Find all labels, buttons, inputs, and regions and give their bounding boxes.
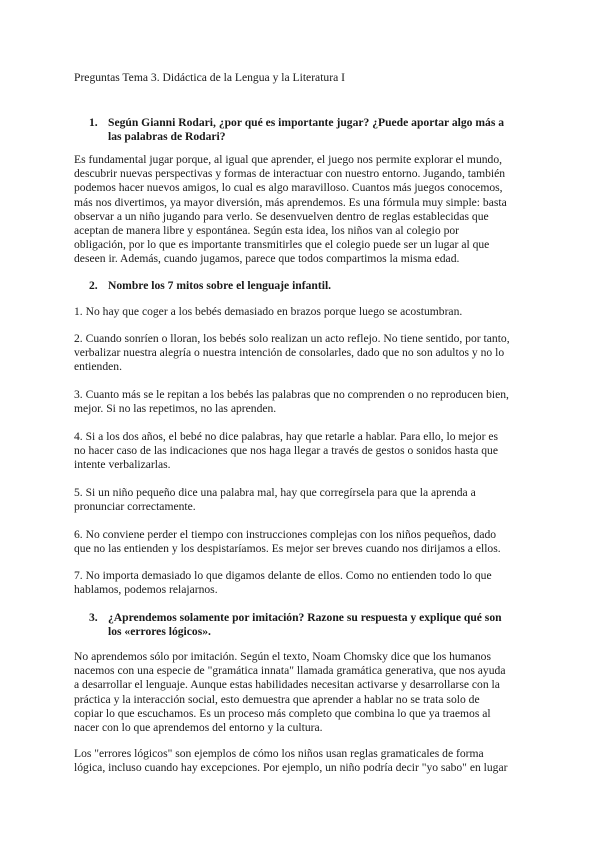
text-line: 2. Cuando sonríen o lloran, los bebés solo realizan un acto reflejo. No tiene sentido, por tanto, — [74, 332, 510, 345]
text-line: 7. No importa demasiado lo que digamos delante de ellos. Como no entienden todo lo que — [74, 569, 492, 582]
text-line: deseen ir. Además, cuando jugamos, parece que todos compartimos la misma edad. — [74, 252, 460, 266]
question-3-number: 3. — [89, 611, 98, 624]
text-line: obligación, por lo que es importante transmitirles que el colegio puede ser un lugar al que — [74, 238, 490, 252]
myth-4 — [74, 430, 530, 473]
text-line: podemos hacer nuevos amigos, lo cual es algo maravilloso. Cuantos más juegos conocemos, — [74, 181, 503, 195]
text-line: 3. Cuanto más se le repitan a los bebés las palabras que no comprenden o no reproducen bien, — [74, 388, 509, 401]
text-line: observar a un niño jugando para verlo. Se desenvuelven dentro de reglas establecidas que — [74, 209, 489, 223]
myth-5 — [74, 486, 530, 514]
question-2-number: 2. — [89, 279, 98, 292]
text-line: 5. Si un niño pequeño dice una palabra mal, hay que corregírsela para que la aprenda a — [74, 486, 476, 499]
text-line: nacemos con una especie de "gramática innata" llamada gramática generativa, que nos ayuda — [74, 664, 506, 678]
document-title: Preguntas Tema 3. Didáctica de la Lengua y la Literatura I — [74, 71, 345, 84]
text-line: descubrir nuevas perspectivas y formas de interactuar con nuestro entorno. Jugando, también — [74, 167, 506, 181]
text-line: 1. No hay que coger a los bebés demasiado en brazos porque luego se acostumbran. — [74, 305, 463, 318]
text-line: práctica y la interacción social, esto demuestra que aprender a hablar no se trata solo de — [74, 692, 480, 706]
question-2-text — [108, 279, 528, 293]
text-line: copiar lo que escuchamos. Es un proceso más completo que combina lo que ya traemos al — [74, 706, 491, 720]
question-1-number: 1. — [89, 116, 98, 129]
myth-3 — [74, 388, 530, 416]
text-line: no hacer caso de las indicaciones que nos haga llegar a través de gestos o sonidos hasta que — [74, 444, 498, 458]
text-line: Los "errores lógicos" son ejemplos de cómo los niños usan reglas gramaticales de forma — [74, 747, 484, 760]
question-1-text — [108, 116, 528, 144]
heading-line: los «errores lógicos». — [108, 625, 211, 638]
heading-line: Según Gianni Rodari, ¿por qué es importante jugar? ¿Puede aportar algo más a — [108, 116, 505, 129]
text-line: pronunciar correctamente. — [74, 500, 196, 514]
text-line: No aprendemos sólo por imitación. Según el texto, Noam Chomsky dice que los humanos — [74, 650, 491, 663]
myth-1 — [74, 305, 530, 319]
text-line: más nos divertimos, ya mayor diversión, más aprendemos. Es una fórmula muy simple: basta — [74, 195, 507, 209]
heading-line: las palabras de Rodari? — [108, 130, 226, 143]
text-line: a desarrollar el lenguaje. Aunque estas habilidades necesitan activarse y desarrollarse con la — [74, 678, 500, 692]
myth-2 — [74, 332, 530, 375]
text-line: intente verbalizarlas. — [74, 458, 171, 472]
text-line: aceptan de manera libre y espontánea. Según esta idea, los niños van al colegio por — [74, 224, 460, 238]
text-line: hablamos, podemos relajarnos. — [74, 583, 218, 597]
text-line: entienden. — [74, 360, 122, 374]
text-line: verbalizar nuestra alegría o nuestra intención de consolarles, dado que no son adultos y no lo — [74, 346, 505, 360]
heading-line: Nombre los 7 mitos sobre el lenguaje infantil. — [108, 279, 332, 292]
text-line: lógica, incluso cuando hay excepciones. Por ejemplo, un niño podría decir "yo sabo" en lugar — [74, 761, 508, 775]
answer-3-paragraph — [74, 650, 530, 735]
text-line: Es fundamental jugar porque, al igual que aprender, el juego nos permite explorar el mundo, — [74, 153, 503, 166]
text-line: 6. No conviene perder el tiempo con instrucciones complejas con los niños pequeños, dado — [74, 528, 497, 541]
heading-line: ¿Aprendemos solamente por imitación? Razone su respuesta y explique qué son — [108, 611, 502, 624]
question-3-text — [108, 611, 528, 639]
answer-1-paragraph — [74, 153, 530, 267]
text-line: 4. Si a los dos años, el bebé no dice palabras, hay que retarle a hablar. Para ello, lo mejor es — [74, 430, 498, 443]
text-line: que no las entienden y los despistaríamos. Es mejor ser breves cuando nos dirijamos a ellos. — [74, 542, 501, 556]
text-line: mejor. Si no las repetimos, no las aprenden. — [74, 402, 277, 416]
myth-6 — [74, 528, 530, 556]
text-line: nacer con lo que aprendemos del entorno y la cultura. — [74, 721, 323, 735]
myth-7 — [74, 569, 530, 597]
answer-3b-paragraph — [74, 747, 530, 775]
